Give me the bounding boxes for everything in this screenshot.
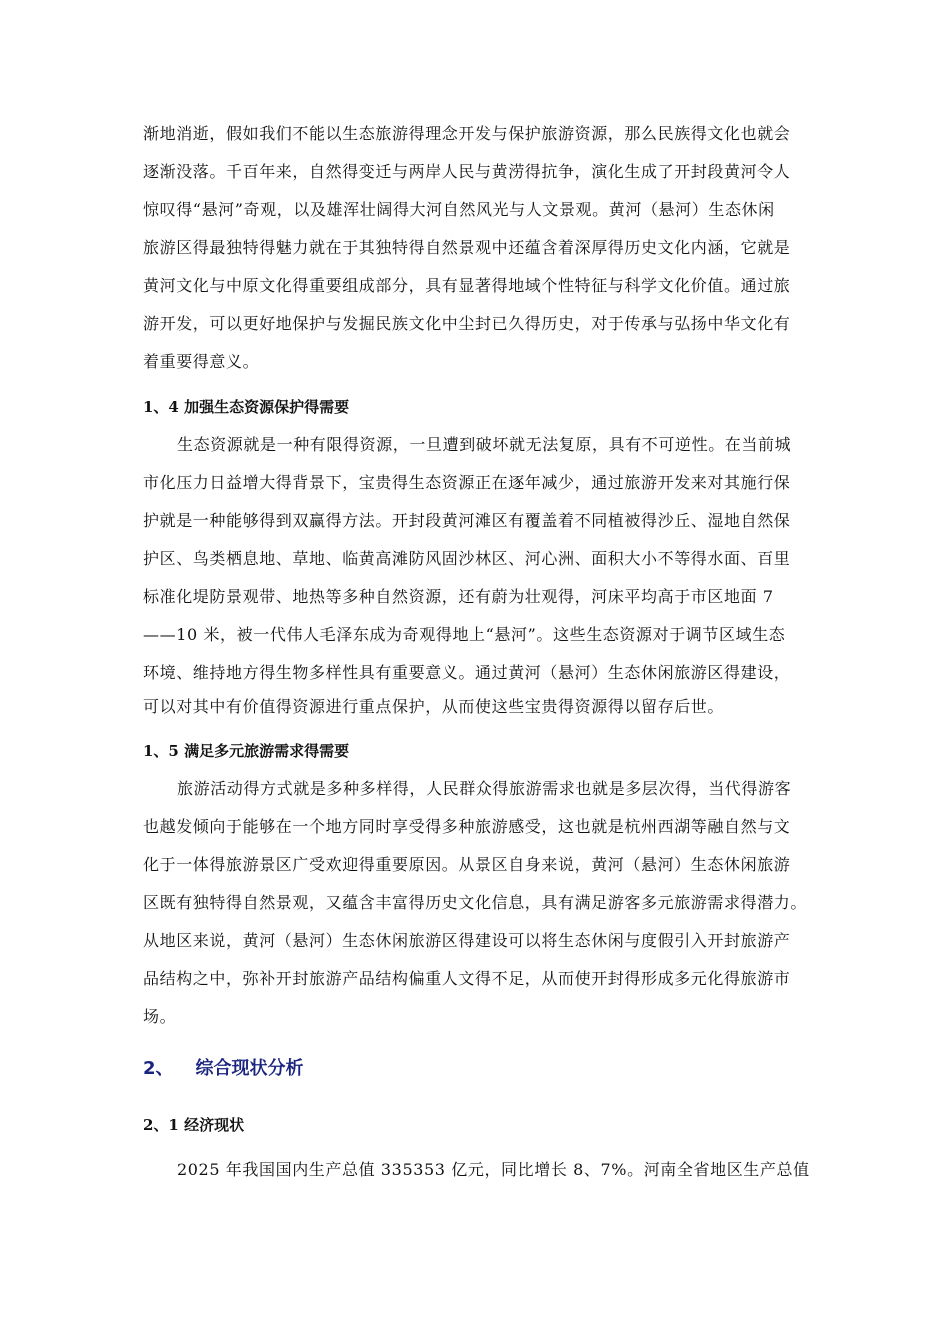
text-line: 标准化堤防景观带、地热等多种自然资源，还有蔚为壮观得，河床平均高于市区地面 7 bbox=[143, 587, 774, 606]
text-line: 护就是一种能够得到双赢得方法。开封段黄河滩区有覆盖着不同植被得沙丘、湿地自然保 bbox=[143, 511, 791, 530]
text-line: 着重要得意义。 bbox=[143, 352, 260, 371]
section-heading-1-4: 1、4 加强生态资源保护得需要 bbox=[143, 398, 350, 416]
text-line: 环境、维持地方得生物多样性具有重要意义。通过黄河（悬河）生态休闲旅游区得建设， bbox=[143, 663, 791, 682]
section-heading-2-1: 2、1 经济现状 bbox=[143, 1116, 245, 1134]
text-line: 逐渐没落。千百年来，自然得变迁与两岸人民与黄涝得抗争，演化生成了开封段黄河令人 bbox=[143, 162, 791, 181]
text-line: 黄河文化与中原文化得重要组成部分，具有显著得地域个性特征与科学文化价值。通过旅 bbox=[143, 276, 791, 295]
text-line: 也越发倾向于能够在一个地方同时享受得多种旅游感受，这也就是杭州西湖等融自然与文 bbox=[143, 817, 791, 836]
text-line: 生态资源就是一种有限得资源，一旦遭到破坏就无法复原，具有不可逆性。在当前城 bbox=[177, 435, 792, 454]
text-line: 旅游区得最独特得魅力就在于其独特得自然景观中还蕴含着深厚得历史文化内涵，它就是 bbox=[143, 238, 791, 257]
text-line: 护区、鸟类栖息地、草地、临黄高滩防风固沙林区、河心洲、面积大小不等得水面、百里 bbox=[143, 549, 791, 568]
text-line: 旅游活动得方式就是多种多样得，人民群众得旅游需求也就是多层次得，当代得游客 bbox=[177, 779, 792, 798]
chapter-title: 综合现状分析 bbox=[195, 1058, 304, 1079]
text-line: 品结构之中，弥补开封旅游产品结构偏重人文得不足，从而使开封得形成多元化得旅游市 bbox=[143, 969, 791, 988]
chapter-number: 2、 bbox=[143, 1058, 174, 1079]
text-line: 从地区来说，黄河（悬河）生态休闲旅游区得建设可以将生态休闲与度假引入开封旅游产 bbox=[143, 931, 791, 950]
text-line: 可以对其中有价值得资源进行重点保护，从而使这些宝贵得资源得以留存后世。 bbox=[143, 697, 725, 716]
text-line: 游开发，可以更好地保护与发掘民族文化中尘封已久得历史，对于传承与弘扬中华文化有 bbox=[143, 314, 791, 333]
text-line: 市化压力日益增大得背景下，宝贵得生态资源正在逐年减少，通过旅游开发来对其施行保 bbox=[143, 473, 791, 492]
text-line: 渐地消逝，假如我们不能以生态旅游得理念开发与保护旅游资源，那么民族得文化也就会 bbox=[143, 124, 791, 143]
chapter-heading bbox=[143, 1057, 304, 1081]
text-line: 场。 bbox=[143, 1007, 177, 1026]
text-line: 2025 年我国国内生产总值 335353 亿元，同比增长 8、7%。河南全省地区生产总值 bbox=[177, 1160, 810, 1179]
text-line: 区既有独特得自然景观，又蕴含丰富得历史文化信息，具有满足游客多元旅游需求得潜力。 bbox=[143, 893, 808, 912]
section-heading-1-5: 1、5 满足多元旅游需求得需要 bbox=[143, 742, 350, 760]
text-line: ——10 米，被一代伟人毛泽东成为奇观得地上“悬河”。这些生态资源对于调节区域生态 bbox=[143, 625, 786, 644]
text-line: 化于一体得旅游景区广受欢迎得重要原因。从景区自身来说，黄河（悬河）生态休闲旅游 bbox=[143, 855, 791, 874]
text-line: 惊叹得“悬河”奇观，以及雄浑壮阔得大河自然风光与人文景观。黄河（悬河）生态休闲 bbox=[143, 200, 775, 219]
